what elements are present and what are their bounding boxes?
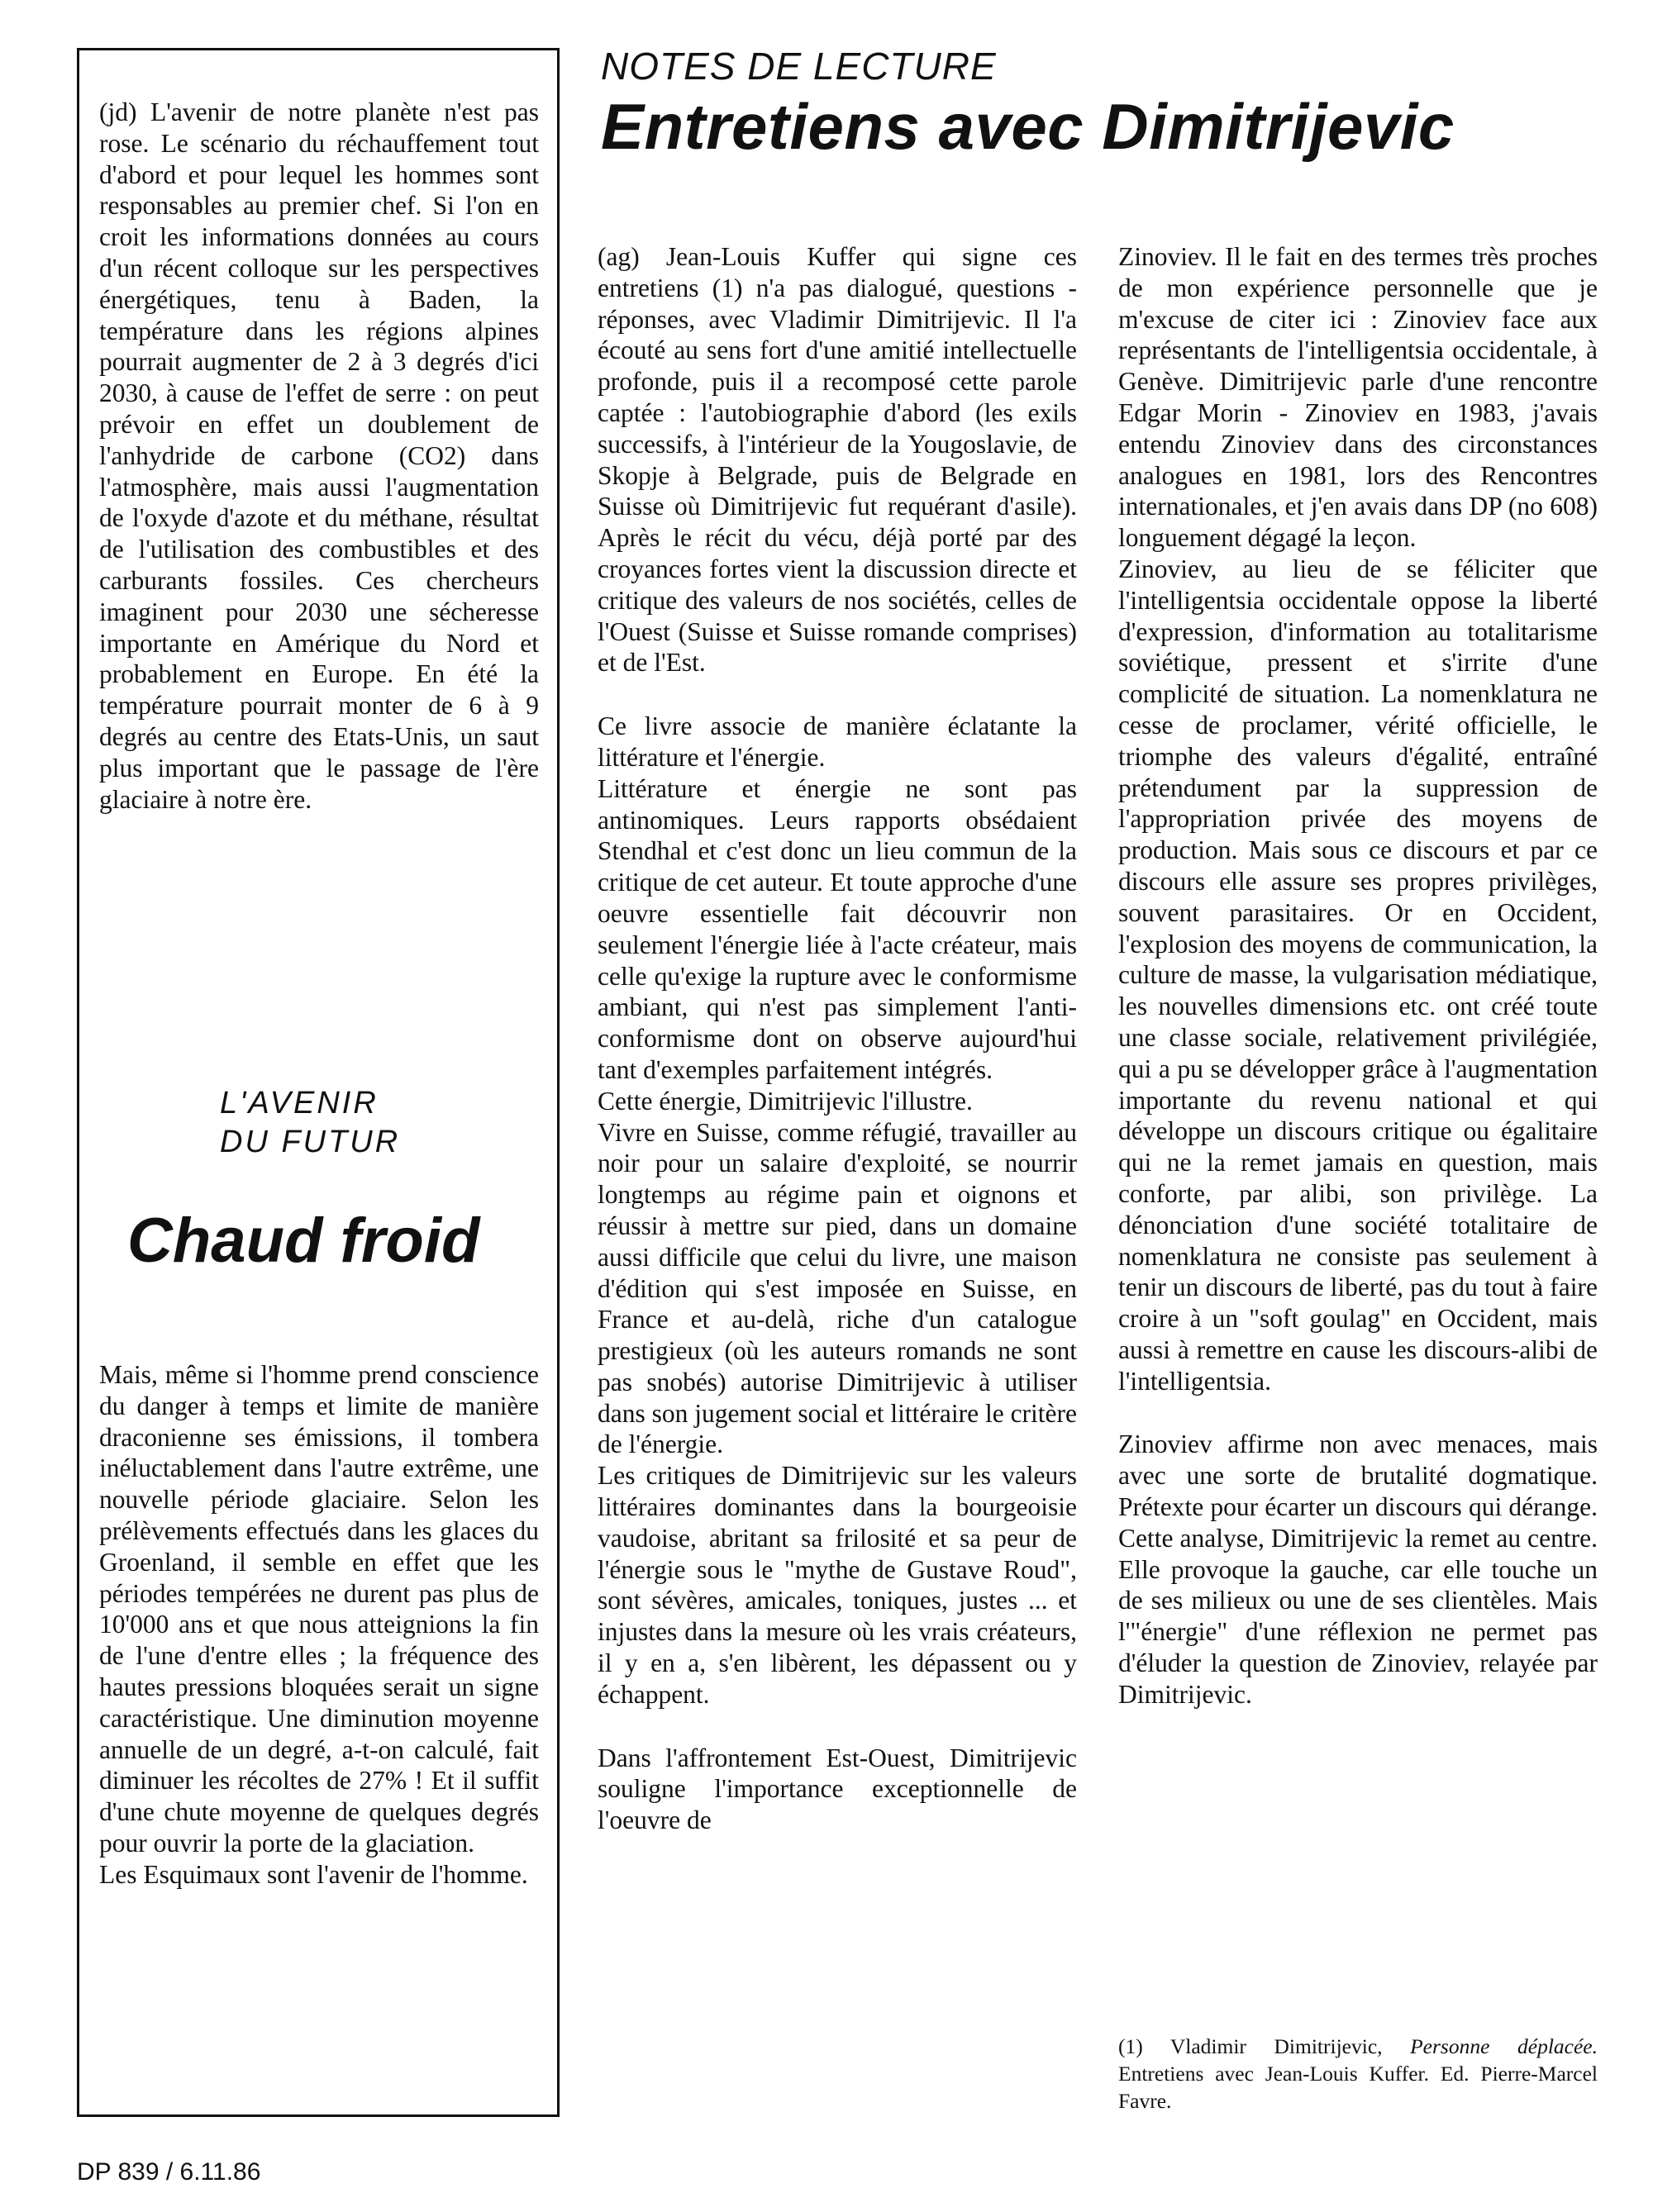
section-label: NOTES DE LECTURE [601,45,997,88]
article-paragraph: Zinoviev. Il le fait en des termes très proches de mon expérience personnelle que je m'excuse de citer ici : Zinoviev face aux représentants de l'intelligentsia occidentale, à Genève. Dimitrijevic parle d'une rencontre Edgar Morin - Zinoviev en 1983, j'avais entendu Zinoviev dans des circonstances analogues en 1981, lors des Rencontres internationales, et j'en avais dans DP (no 608) longuement dégagé la leçon. [1118,242,1598,553]
article-paragraph: Zinoviev affirme non avec menaces, mais avec une sorte de brutalité dogmatique. Prétexte pour écarter un discours qui dérange. Cette analyse, Dimitrijevic la remet au centre. Elle provoque la gauche, car elle touche un de ses milieux ou une de ses clientèles. Mais l'"énergie" d'une réflexion ne permet pas d'éluder la question de Zinoviev, relayée par Dimitrijevic. [1118,1429,1598,1709]
sidebar-paragraph-2: Mais, même si l'homme prend conscience du danger à temps et limite de manière draconienne ses émissions, il tombera inéluctablement dans l'autre extrême, une nouvelle période glaciaire. Selon les prélèvements effectués dans les glaces du Groenland, il semble en effet que les périodes tempérées ne durent pas plus de 10'000 ans et que nous atteignions la fin de l'une d'entre elles ; la fréquence des hautes pressions bloquées serait un signe caractéristique. Une diminution moyenne annuelle de un degré, a-t-on calculé, fait diminuer les récoltes de 27% ! Et il suffit d'une chute moyenne de quelques degrés pour ouvrir la porte de la glaciation. [99,1360,539,1858]
sidebar-body [99,1359,539,1891]
footnote-prefix: (1) Vladimir Dimitrijevic, [1118,2034,1411,2058]
article-paragraph: Vivre en Suisse, comme réfugié, travailler au noir pour un salaire d'exploité, se nourrir longtemps au régime pain et oignons et réussir à mettre sur pied, dans un domaine aussi difficile que celui du livre, une maison d'édition qui s'est imposée en Suisse, en France et au-delà, riche d'un catalogue prestigieux (où les auteurs romands ne sont pas snobés) autorise Dimitrijevic à utiliser dans son jugement social et littéraire le critère de l'énergie. [598,1117,1077,1459]
sidebar-kicker [220,1084,400,1162]
sidebar-kicker-line-1: L'AVENIR [220,1086,379,1120]
footnote [1118,2033,1598,2114]
article-column-1 [598,241,1077,1836]
sidebar-title: Chaud froid [127,1206,480,1276]
page-id: DP 839 / 6.11.86 [77,2158,261,2186]
footnote-suffix: Entretiens avec Jean-Louis Kuffer. Ed. Pierre-Marcel Favre. [1118,2062,1598,2113]
article-paragraph: Cette énergie, Dimitrijevic l'illustre. [598,1086,973,1116]
article-title: Entretiens avec Dimitrijevic [601,90,1455,163]
article-paragraph: Ce livre associe de manière éclatante la littérature et l'énergie. [598,711,1077,772]
article-paragraph: Littérature et énergie ne sont pas antinomiques. Leurs rapports obsédaient Stendhal et c'est donc un lieu commun de la critique de cet auteur. Et toute approche d'une oeuvre essentielle fait découvrir non seulement l'énergie liée à l'acte créateur, mais celle qu'exige la rupture avec le conformisme ambiant, qui n'est pas simplement l'anti-conformisme dont on observe aujourd'hui tant d'exemples parfaitement intégrés. [598,773,1077,1084]
article-paragraph: Dans l'affrontement Est-Ouest, Dimitrijevic souligne l'importance exceptionnelle de l'oeuvre de [598,1743,1077,1835]
footnote-book-title: Personne déplacée. [1410,2034,1598,2058]
sidebar-box [77,48,560,2117]
article-paragraph: Les critiques de Dimitrijevic sur les valeurs littéraires dominantes dans la bourgeoisie vaudoise, abritant sa frilosité et sa peur de l'énergie sous le "mythe de Gustave Roud", sont sévères, amicales, toniques, justes ... et injustes dans la mesure où les vrais créateurs, il y en a, s'en libèrent, les dépassent ou y échappent. [598,1461,1077,1709]
article-paragraph: Zinoviev, au lieu de se féliciter que l'intelligentsia occidentale oppose la liberté d'expression, d'information au totalitarisme soviétique, pressent et s'irrite d'une complicité de situation. La nomenklatura ne cesse de proclamer, vérité officielle, le triomphe des valeurs d'égalité, entraîné prétendument par la suppression de l'appropriation privée des moyens de production. Mais sous ce discours et par ce discours elle assure ses propres privilèges, souvent parasitaires. Or en Occident, l'explosion des moyens de communication, la culture de masse, la vulgarisation médiatique, les nouvelles dimensions etc. ont créé toute une classe sociale, relativement privilégiée, qui a pu se développer grâce à l'augmentation importante du revenu national et qui développe un discours critique ou égalitaire qui ne la remet jamais en question, mais conforte, par alibi, son privilège. La dénonciation d'une société totalitaire de nomenklatura ne consiste pas seulement à tenir un discours de liberté, pas du tout à faire croire à un "soft goulag" en Occident, mais aussi à remettre en cause les discours-alibi de l'intelligentsia. [1118,554,1598,1396]
sidebar-paragraph-3: Les Esquimaux sont l'avenir de l'homme. [99,1859,528,1889]
article-paragraph: (ag) Jean-Louis Kuffer qui signe ces entretiens (1) n'a pas dialogué, questions - réponses, avec Vladimir Dimitrijevic. Il l'a écouté au sens fort d'une amitié intellectuelle profonde, puis il a recomposé cette parole captée : l'autobiographie d'abord (les exils successifs, à l'intérieur de la Yougoslavie, de Skopje à Belgrade, puis de Belgrade en Suisse où Dimitrijevic fut requérant d'asile). Après le récit du vécu, déjà porté par des croyances fortes vient la discussion directe et critique des valeurs de nos sociétés, celles de l'Ouest (Suisse et Suisse romande comprises) et de l'Est. [598,242,1077,678]
article-column-2 [1118,241,1598,1710]
sidebar-kicker-line-2: DU FUTUR [220,1125,401,1159]
sidebar-paragraph-1: (jd) L'avenir de notre planète n'est pas rose. Le scénario du réchauffement tout d'abord et pour lequel les hommes sont responsables au premier chef. Si l'on en croit les informations données au cours d'un récent colloque sur les perspectives énergétiques, tenu à Baden, la température dans les régions alpines pourrait augmenter de 2 à 3 degrés d'ici 2030, à cause de l'effet de serre : on peut prévoir en effet un doublement de l'anhydride de carbone (CO2) dans l'atmosphère, mais aussi l'augmentation de l'oxyde d'azote et du méthane, résultat de l'utilisation des combustibles et des carburants fossiles. Ces chercheurs imaginent pour 2030 une sécheresse importante en Amérique du Nord et probablement en Europe. En été la température pourrait monter de 6 à 9 degrés au centre des Etats-Unis, un saut plus important que le passage de l'ère glaciaire à notre ère. [99,98,539,814]
